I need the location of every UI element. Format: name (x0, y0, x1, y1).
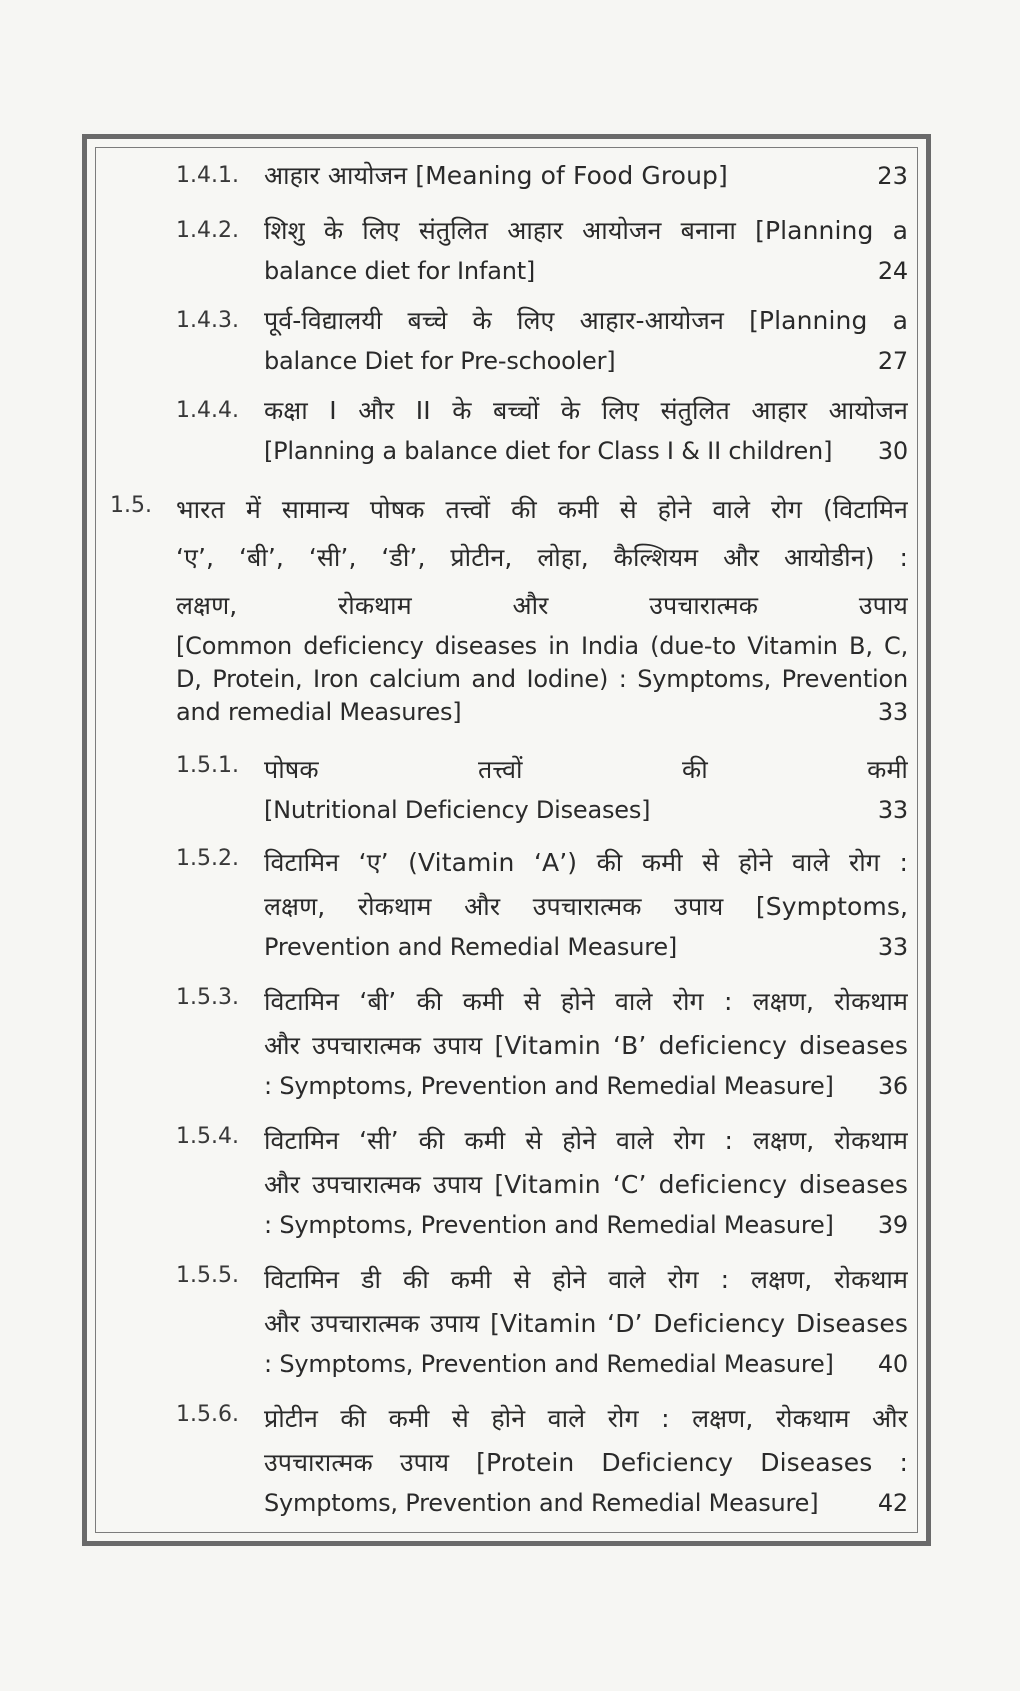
toc-entry-title-line: : Symptoms, Prevention and Remedial Measure] (264, 1072, 834, 1100)
toc-entry-title-line: and remedial Measures] (176, 698, 462, 726)
toc-entry-title-line: विटामिन ‘सी’ की कमी से होने वाले रोग : लक्षण, रोकथाम (264, 1126, 908, 1155)
toc-entry-title-line: और उपचारात्मक उपाय [Vitamin ‘B’ deficiency diseases (264, 1031, 908, 1060)
toc-entry-number: 1.5. (110, 493, 152, 518)
toc-entry-title-line: [Planning a balance diet for Class I & II children] (264, 437, 833, 465)
toc-entry-page-number: 33 (877, 933, 908, 961)
toc-entry-title-line: balance diet for Infant] (264, 257, 536, 285)
toc-entry-page-number: 33 (877, 698, 908, 726)
toc-entry-title-line: : Symptoms, Prevention and Remedial Measure] (264, 1350, 834, 1378)
toc-entry-title-line: उपचारात्मक उपाय [Protein Deficiency Diseases : (264, 1448, 908, 1477)
toc-entry-title-line: और उपचारात्मक उपाय [Vitamin ‘C’ deficiency diseases (264, 1170, 908, 1199)
toc-entry-title-line: : Symptoms, Prevention and Remedial Measure] (264, 1211, 834, 1239)
toc-entry-title (264, 211, 908, 291)
toc-entry-title-line: पोषक तत्त्वों की कमी (264, 755, 908, 784)
toc-entry-title-line: balance Diet for Pre-schooler] (264, 347, 616, 375)
toc-entry-number: 1.5.3. (176, 985, 239, 1010)
toc-entry-title-line: D, Protein, Iron calcium and Iodine) : Symptoms, Prevention (176, 665, 908, 693)
toc-entry-title (264, 839, 908, 967)
toc-entry-title-line: [Common deficiency diseases in India (due-to Vitamin B, C, (176, 632, 908, 660)
toc-entry-title (264, 391, 908, 471)
toc-entry-number: 1.5.2. (176, 846, 239, 871)
toc-entry-title (264, 746, 908, 827)
toc-entry-number: 1.5.4. (176, 1124, 239, 1149)
toc-entry-title-line: प्रोटीन की कमी से होने वाले रोग : लक्षण, रोकथाम और (264, 1404, 908, 1433)
toc-entry-page-number: 24 (877, 257, 908, 285)
toc-entry-page-number: 36 (877, 1072, 908, 1100)
toc-entry-title (264, 301, 908, 381)
toc-entry-title-line: Symptoms, Prevention and Remedial Measure] (264, 1489, 819, 1517)
toc-entry-title (264, 156, 908, 196)
toc-entry-title-line: [Nutritional Deficiency Diseases] (264, 796, 651, 824)
toc-entry-title-line: और उपचारात्मक उपाय [Vitamin ‘D’ Deficiency Diseases (264, 1309, 908, 1338)
toc-entry-title-line: आहार आयोजन [Meaning of Food Group] (264, 161, 728, 190)
toc-entry-title-line: कक्षा I और II के बच्चों के लिए संतुलित आहार आयोजन (264, 396, 908, 425)
toc-entry-page-number: 40 (877, 1350, 908, 1378)
toc-entry-page-number: 30 (877, 437, 908, 465)
toc-entry-number: 1.4.3. (176, 308, 239, 333)
toc-entry-number: 1.5.6. (176, 1402, 239, 1427)
toc-entry-title (264, 1117, 908, 1245)
toc-entry-title (264, 1395, 908, 1523)
toc-entry-number: 1.5.5. (176, 1263, 239, 1288)
toc-entry-number: 1.4.2. (176, 218, 239, 243)
toc-entry-title (176, 486, 908, 729)
toc-entry-page-number: 23 (877, 162, 908, 190)
toc-entry-title-line: लक्षण, रोकथाम और उपचारात्मक उपाय [Symptoms, (264, 892, 908, 921)
toc-entry-page-number: 33 (877, 796, 908, 824)
toc-entry-title-line: भारत में सामान्य पोषक तत्त्वों की कमी से होने वाले रोग (विटामिन (176, 495, 908, 524)
toc-entry-number: 1.4.4. (176, 398, 239, 423)
toc-entry-number: 1.5.1. (176, 753, 239, 778)
toc-entry-title-line: शिशु के लिए संतुलित आहार आयोजन बनाना [Planning a (264, 216, 908, 245)
toc-entry-title-line: विटामिन ‘बी’ की कमी से होने वाले रोग : लक्षण, रोकथाम (264, 987, 908, 1016)
toc-entry-page-number: 39 (877, 1211, 908, 1239)
toc-entry-title-line: विटामिन ‘ए’ (Vitamin ‘A’) की कमी से होने वाले रोग : (264, 848, 908, 877)
toc-entry-title-line: लक्षण, रोकथाम और उपचारात्मक उपाय (176, 591, 908, 620)
toc-entry-page-number: 42 (877, 1489, 908, 1517)
toc-entry-number: 1.4.1. (176, 163, 239, 188)
toc-entry-page-number: 27 (877, 347, 908, 375)
toc-entry-title-line: Prevention and Remedial Measure] (264, 933, 678, 961)
toc-entry-title (264, 1256, 908, 1384)
toc-entry-title-line: विटामिन डी की कमी से होने वाले रोग : लक्षण, रोकथाम (264, 1265, 908, 1294)
toc-entry-title (264, 978, 908, 1106)
toc-entry-title-line: पूर्व-विद्यालयी बच्चे के लिए आहार-आयोजन [Planning a (264, 306, 908, 335)
toc-entry-title-line: ‘ए’, ‘बी’, ‘सी’, ‘डी’, प्रोटीन, लोहा, कैल्शियम और आयोडीन) : (176, 543, 908, 572)
